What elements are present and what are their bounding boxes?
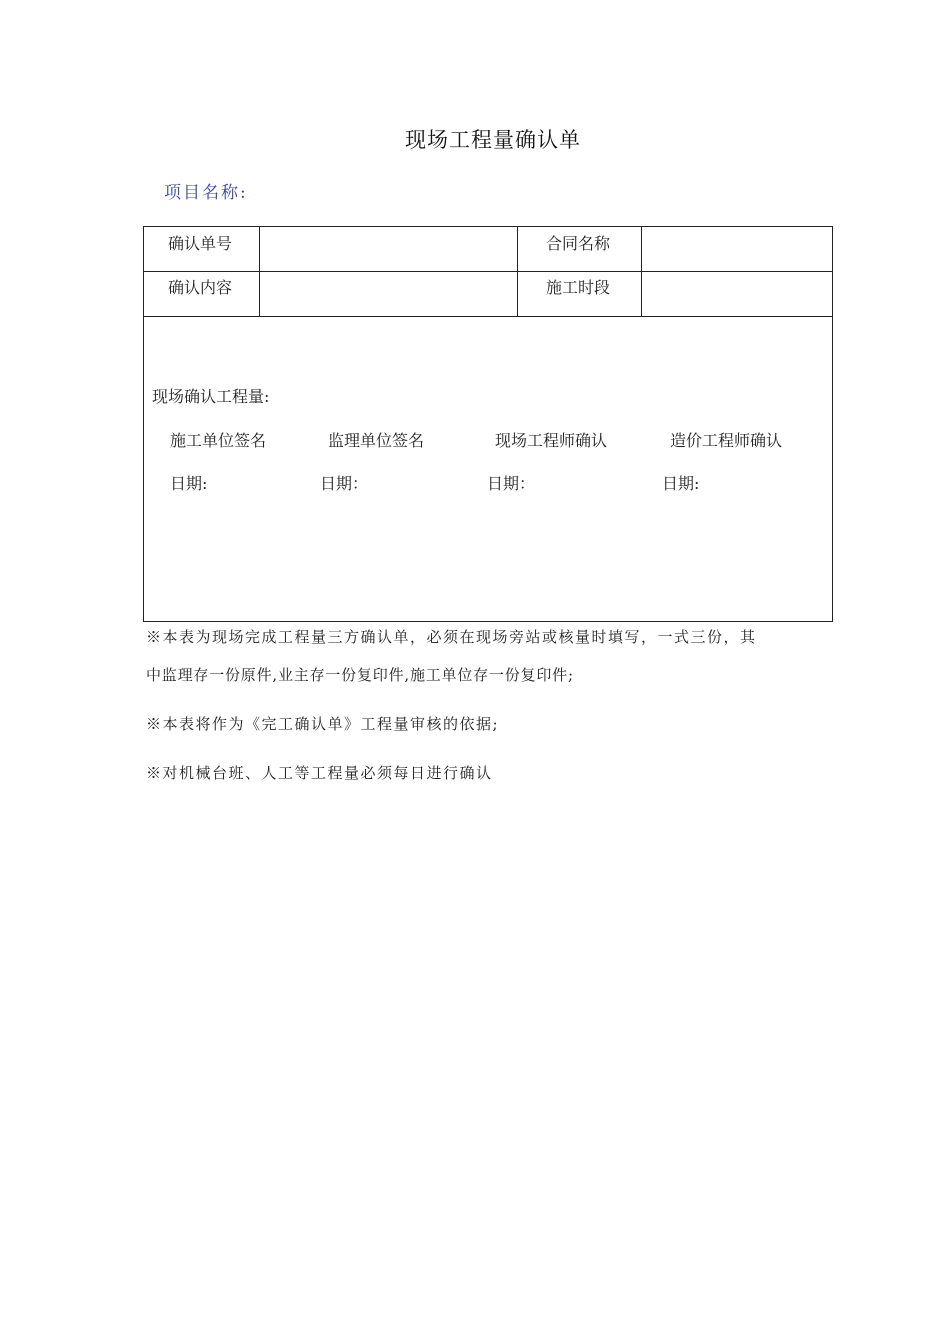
note-line-1: ※本表为现场完成工程量三方确认单，必须在现场旁站或核量时填写，一式三份，其 xyxy=(146,628,757,646)
project-name-label: 项目名称: xyxy=(164,183,248,203)
supervisor-date-label: 日期： xyxy=(320,474,369,493)
row-divider-2 xyxy=(144,316,832,317)
site-engineer-confirm-label: 现场工程师确认 xyxy=(495,431,608,450)
contractor-signature-label: 施工单位签名 xyxy=(170,431,267,450)
confirmation-content-field[interactable] xyxy=(260,272,517,316)
site-quantity-label: 现场确认工程量: xyxy=(152,387,270,406)
confirmation-content-label: 确认内容 xyxy=(168,278,233,297)
cost-engineer-confirm-label: 造价工程师确认 xyxy=(670,431,783,450)
column-divider-2 xyxy=(517,227,518,316)
contract-name-label: 合同名称 xyxy=(546,234,611,253)
confirmation-number-field[interactable] xyxy=(260,227,517,271)
site-engineer-date-label: 日期： xyxy=(487,474,536,493)
construction-period-label: 施工时段 xyxy=(546,278,611,297)
note-line-3: ※本表将作为《完工确认单》工程量审核的依据; xyxy=(146,715,500,733)
supervisor-signature-label: 监理单位签名 xyxy=(328,431,425,450)
confirmation-form-table xyxy=(143,226,833,622)
confirmation-number-label: 确认单号 xyxy=(168,234,233,253)
cost-engineer-date-label: 日期: xyxy=(662,474,700,493)
note-line-4: ※对机械台班、人工等工程量必须每日进行确认 xyxy=(146,764,493,782)
page-title: 现场工程量确认单 xyxy=(405,128,581,152)
contract-name-field[interactable] xyxy=(642,227,832,271)
contractor-date-label: 日期: xyxy=(170,474,208,493)
note-line-2: 中监理存一份原件,业主存一份复印件,施工单位存一份复印件; xyxy=(146,666,574,684)
construction-period-field[interactable] xyxy=(642,272,832,316)
